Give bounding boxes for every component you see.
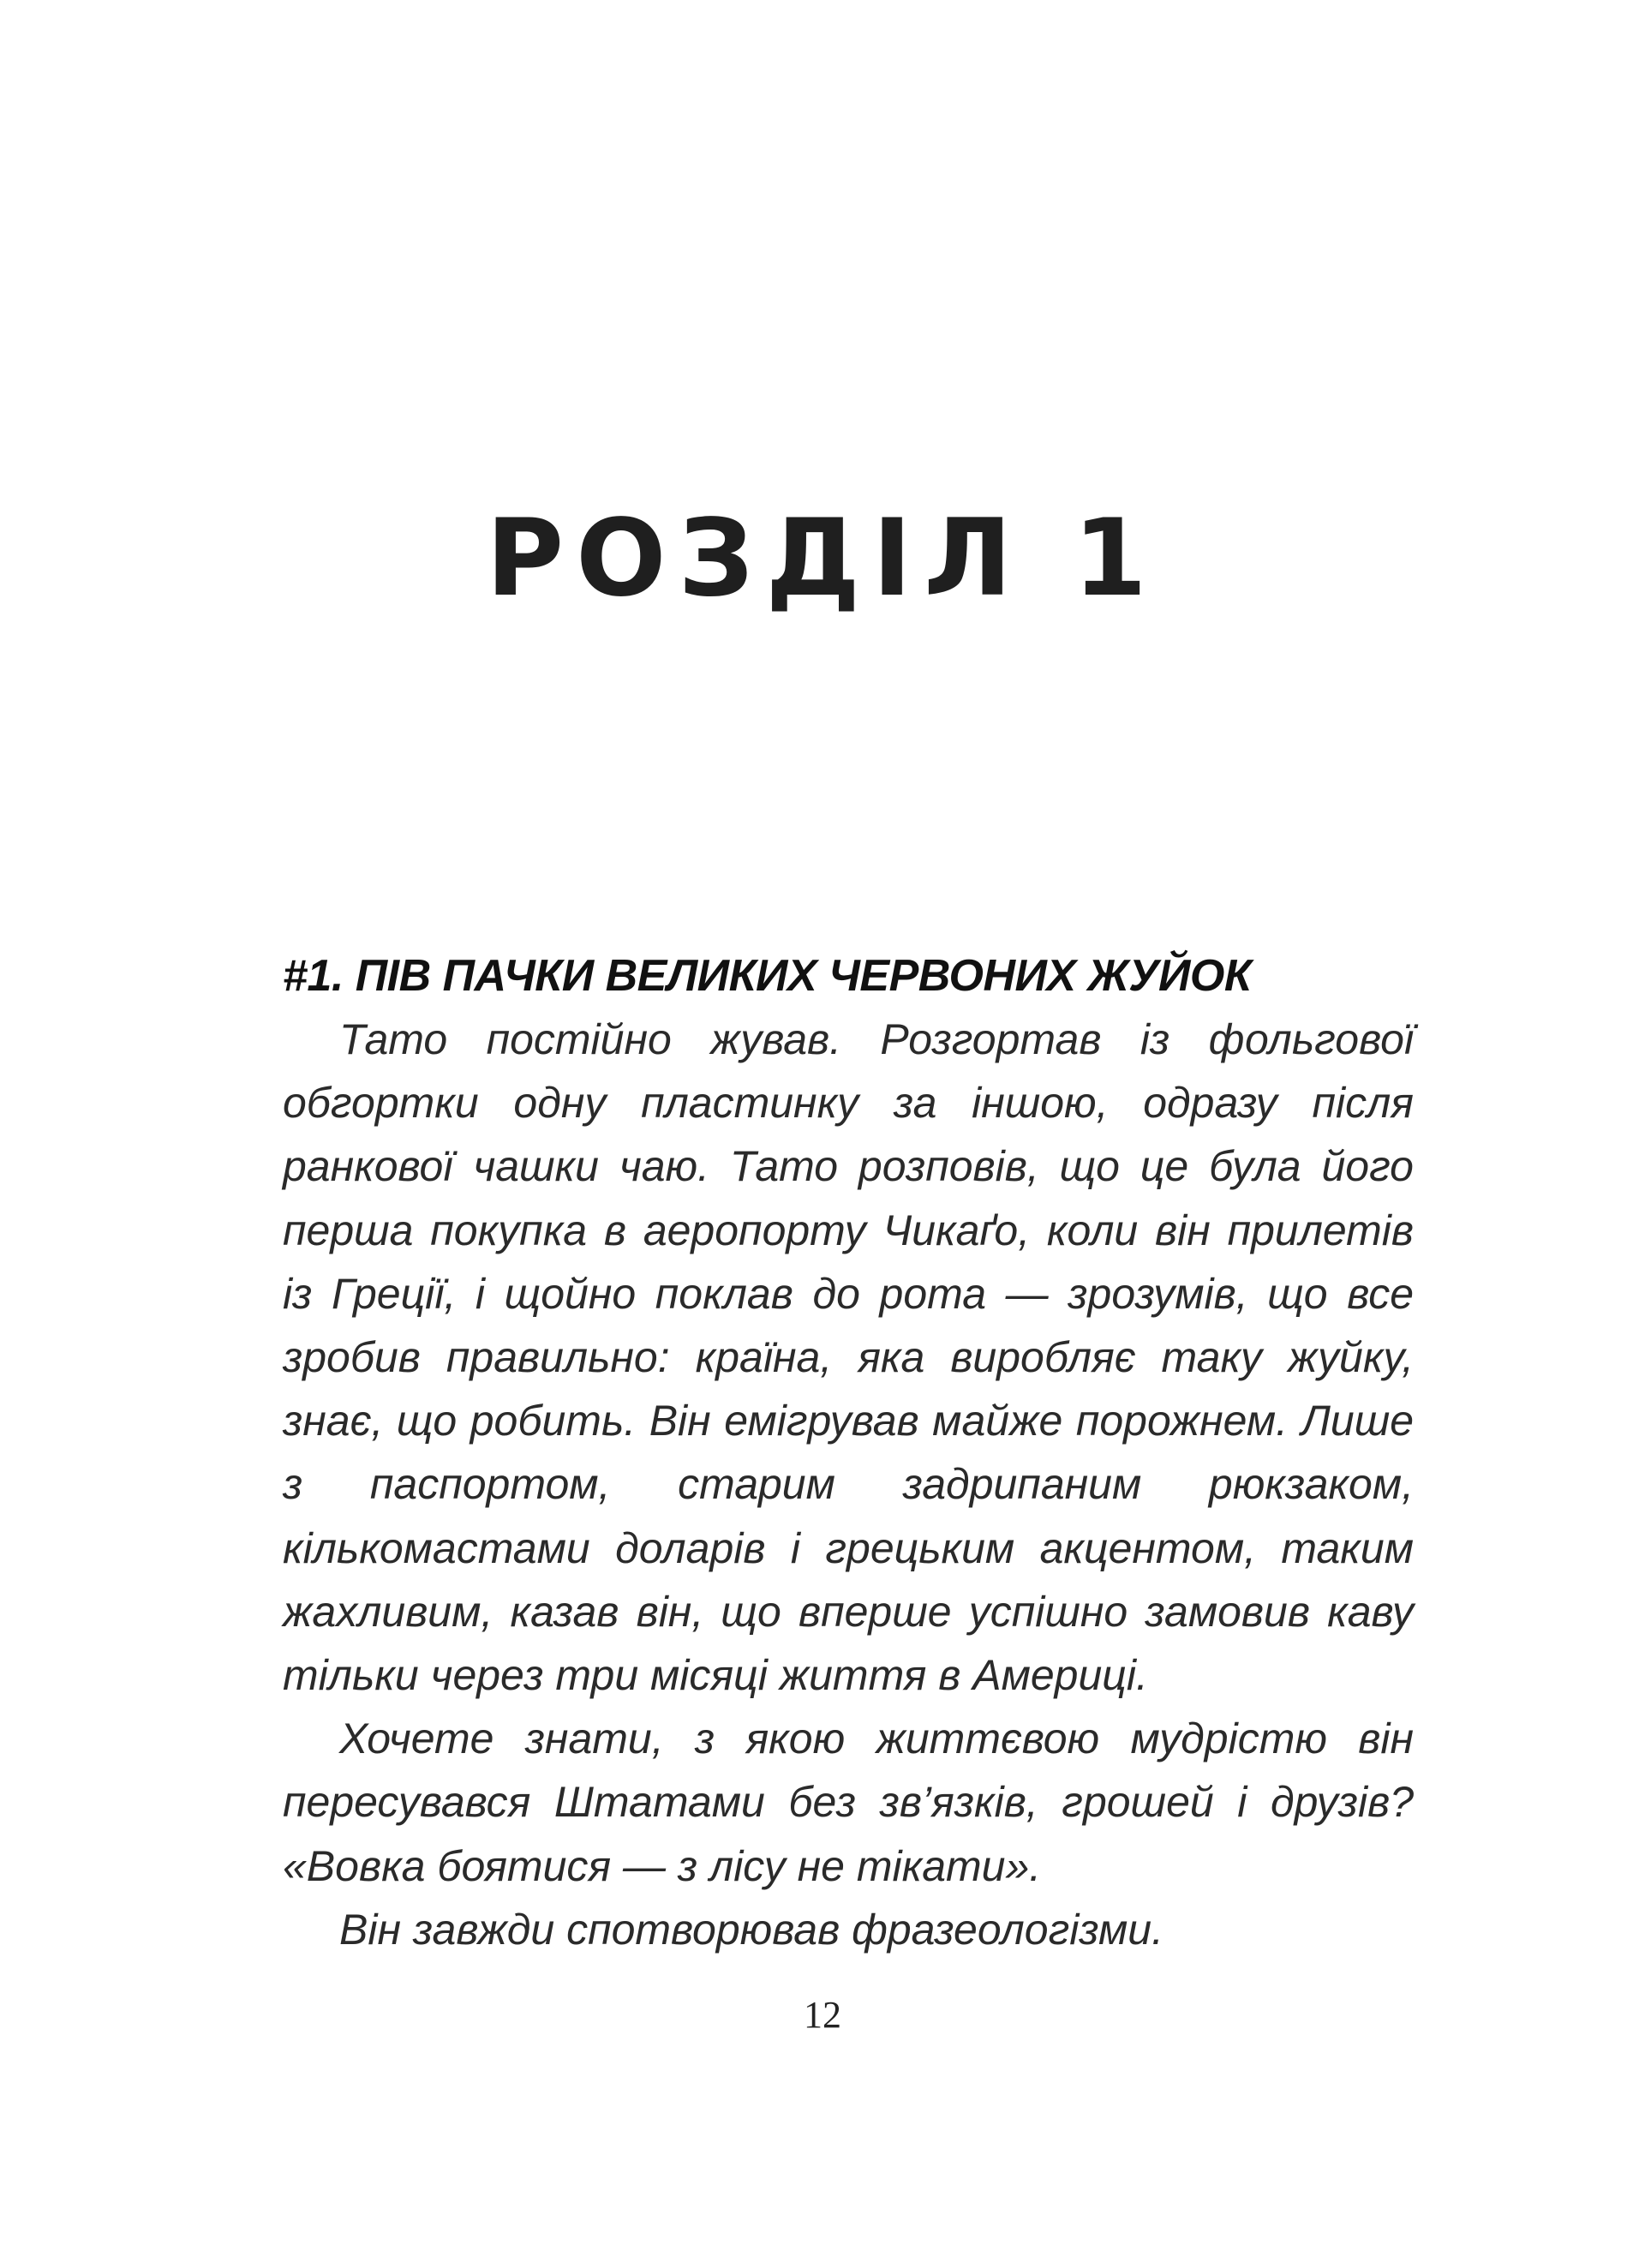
paragraph-3: Він завжди спотворював фразеологізми.: [339, 1905, 1163, 1954]
paragraph-1: Тато постійно жував. Розгортав із фольгової обгортки одну пластинку за іншою, одразу після ранкової чашки чаю. Тато розповів, що це була його перша покупка в аеропорту Чикаґо, коли він прилетів із Греції, і щойно поклав до рота — зрозумів, що все зробив правильно: країна, яка виробляє таку жуйку, знає, що робить. Він емігрував майже порожнем. Лише з паспортом, старим задрипаним рюкзаком, кількомастами доларів і грецьким акцентом, таким жахливим, казав він, що вперше успішно замовив каву тільки через три місяці життя в Америці.: [283, 1015, 1414, 1700]
section-heading: #1. ПІВ ПАЧКИ ВЕЛИКИХ ЧЕРВОНИХ ЖУЙОК: [283, 951, 1252, 1001]
chapter-title: РОЗДІЛ 1: [486, 497, 1159, 620]
paragraph-2: Хочете знати, з якою життєвою мудрістю він пересувався Штатами без зв’язків, грошей і друзів? «Вовка боятися — з лісу не тікати».: [283, 1714, 1414, 1890]
page-number: 12: [804, 1994, 841, 2036]
page-body: [283, 944, 1414, 1961]
